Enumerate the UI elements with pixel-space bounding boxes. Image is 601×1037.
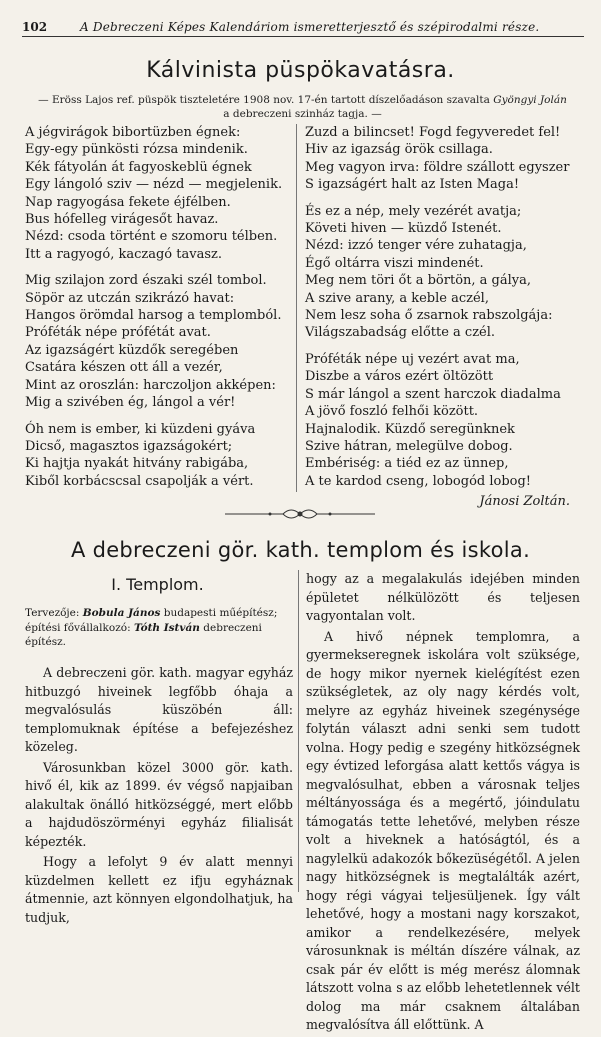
article-column-divider [298,570,299,892]
poem-stanza [305,124,595,194]
poem-line: Egy lángoló sziv — nézd — megjelenik. [25,177,283,193]
poem-line: Itt a ragyogó, kaczagó tavasz. [25,246,222,262]
poem-line: Az igazságért küzdők seregében [25,342,239,358]
dedication-line-2: a debreczeni szinház tagja. — [223,108,382,120]
poem-line: Diszbe a város ezért öltözött [305,369,494,385]
poem-line: S igazságért halt az Isten Maga! [305,177,520,193]
article-right-column [306,570,580,1037]
running-title: A Debreczeni Képes Kalendáriom ismeretterjesztő és szépirodalmi része. [80,20,540,34]
poem-title: Kálvinista püspökavatásra. [146,58,455,83]
poem-stanza [305,203,595,342]
poem-line: A jégvirágok bibortüzben égnek: [25,125,241,140]
poem-line: Hiv az igazság örök csillaga. [305,142,493,158]
credits-contractor: Tóth István [133,621,200,634]
credits-designer: Bobula János [82,607,161,619]
poem-line: Zuzd a bilincset! Fogd fegyveredet fel! [305,125,561,140]
poem-signature: Jánosi Zoltán. [479,494,570,509]
article-paragraph: hogy az a megalakulás idejében minden épületet nélkülözött és teljesen vagyontalan volt. [306,571,580,623]
poem-line: Hajnalodik. Küzdő seregünknek [305,421,515,437]
poem-stanza [25,124,290,263]
poem-line: Mig szilajon zord északi szél tombol. [25,273,267,289]
poem-line: Nem lesz soha ő zsarnok rabszolgája: [305,308,553,324]
poem-line: Söpör az utczán szikrázó havat: [25,290,235,306]
poem-line: Nézd: izzó tenger vére zuhatagja, [305,238,527,254]
poem-line: Bus hófelleg virágesőt havaz. [25,212,219,228]
article-paragraph: Hogy a lefolyt 9 év alatt mennyi küzdelmen kellett ez ifju egyháznak átmennie, azt könnyen elgondolhatjuk, ha tudjuk, [25,854,293,925]
poem-line: Egy-egy pünkösti rózsa mindenik. [25,142,248,158]
poem-dedication [30,93,575,121]
poem-right-column [305,124,595,499]
dedication-line-1: — Eröss Lajos ref. püspök tiszteletére 1908 nov. 17-én tartott díszelőadáson szavalta [38,94,490,106]
ornament-divider-icon [225,504,375,524]
poem-line: Ki hajtja nyakát hitvány rabigába, [25,456,249,472]
poem-line: Meg vagyon irva: földre szállott egyszer [305,159,570,175]
poem-line: Kék fátyolán át fagyoskeblü égnek [25,159,252,175]
poem-stanza [305,351,595,490]
poem-line: Követi hiven — küzdő Istenét. [305,221,502,237]
article-paragraph: Városunkban közel 3000 gör. kath. hivő él, kik az 1899. év végső napjaiban alakultak önálló hitközséggé, mert előbb a hajdudöszörményi egyház filialisát képezték. [25,759,293,849]
poem-left-column [25,124,290,499]
poem-stanza [25,272,290,411]
poem-line: Csatára készen ott áll a vezér, [25,360,223,376]
page-number: 102 [22,20,48,34]
poem-stanza [25,421,290,491]
poem-line: A szive arany, a keble aczél, [305,290,489,306]
dedication-author: Gyöngyi Jolán [493,94,567,106]
poem-line: Égő oltárra viszi mindenét. [305,255,484,271]
poem-line: Nézd: csoda történt e szomoru télben. [25,229,278,245]
poem-line: És ez a nép, mely vezérét avatja; [305,203,522,219]
poem-line: Embériség: a tiéd ez az ünnep, [305,456,509,472]
article-left-column [25,664,293,929]
poem-line: Hangos örömdal harsog a templomból. [25,308,282,324]
poem-line: Dicső, magasztos igazságokért; [25,438,233,454]
poem-line: A te kardod cseng, lobogód lobog! [305,473,532,489]
article-paragraph: A hivő népnek templomra, a gyermekseregnek iskolára volt szüksége, de hogy mikor nyernek kielégítést ezen szükségletek, az oly nagy kérdés volt, melyre az egyház hiveinek szegénysége folytán választ adni senki sem tudott volna. Hogy pedig e szegény hitközségnek egy évtized leforgása alatt kettős vágya is megvalósulhat, ebben a városnak teljes méltányossága és a megértő, jóindulatu támogatás tette lehetővé, melyben része volt a hiveknek a hatóságtól, és a nagylelkü adakozók bőkezüségétől. A jelen nagy hitközségnek is megtalálták azért, hogy régi vágyai teljesüljenek. Így vált lehetővé, hogy a mostani nagy korszakot, amikor a rendelkezésére, melyek városunknak is méltán díszére válnak, az csak pár év előtt is még merész álomnak látszott volna s az előbb lehetetlennek vélt dolog ma már csaknem általában megvalósítva áll előttünk. A [306,628,580,1032]
credits-text-1: budapesti műépítész; építési fővállalkozó: [25,607,278,634]
poem-line: Mig a szivében ég, lángol a vér! [25,395,236,411]
poem-line: S már lángol a szent harczok diadalma [305,386,561,402]
article-title: A debreczeni gör. kath. templom és iskola. [70,538,531,562]
poem-line: Óh nem is ember, ki küzdeni gyáva [25,421,256,437]
article-credits [25,606,295,650]
poem-line: Világszabadság előtte a czél. [305,325,496,341]
credits-label: Tervezője: [25,607,80,619]
article-paragraph: A debreczeni gör. kath. magyar egyház hitbuzgó hiveinek legfőbb óhaja a megvalósulás küszöbén áll: templomuknak építése a befejezéshez közeleg. [25,665,293,754]
column-divider [296,124,297,492]
poem-line: Nap ragyogása fekete éjfélben. [25,194,231,210]
poem-line: Meg nem töri őt a börtön, a gálya, [305,273,531,289]
credits-text-2: debreczeni építész. [25,621,262,648]
poem-line: Szive hátran, melegülve dobog. [305,438,513,454]
poem-line: Mint az oroszlán: harczoljon akképen: [25,377,276,393]
poem-line: Kiből korbácscsal csapolják a vért. [25,473,254,489]
running-header [22,18,584,37]
poem-line: A jövő foszló felhői között. [305,404,479,420]
section-title: I. Templom. [111,575,204,594]
poem-line: Próféták népe prófétát avat. [25,325,211,341]
poem-line: Próféták népe uj vezért avat ma, [305,351,520,367]
